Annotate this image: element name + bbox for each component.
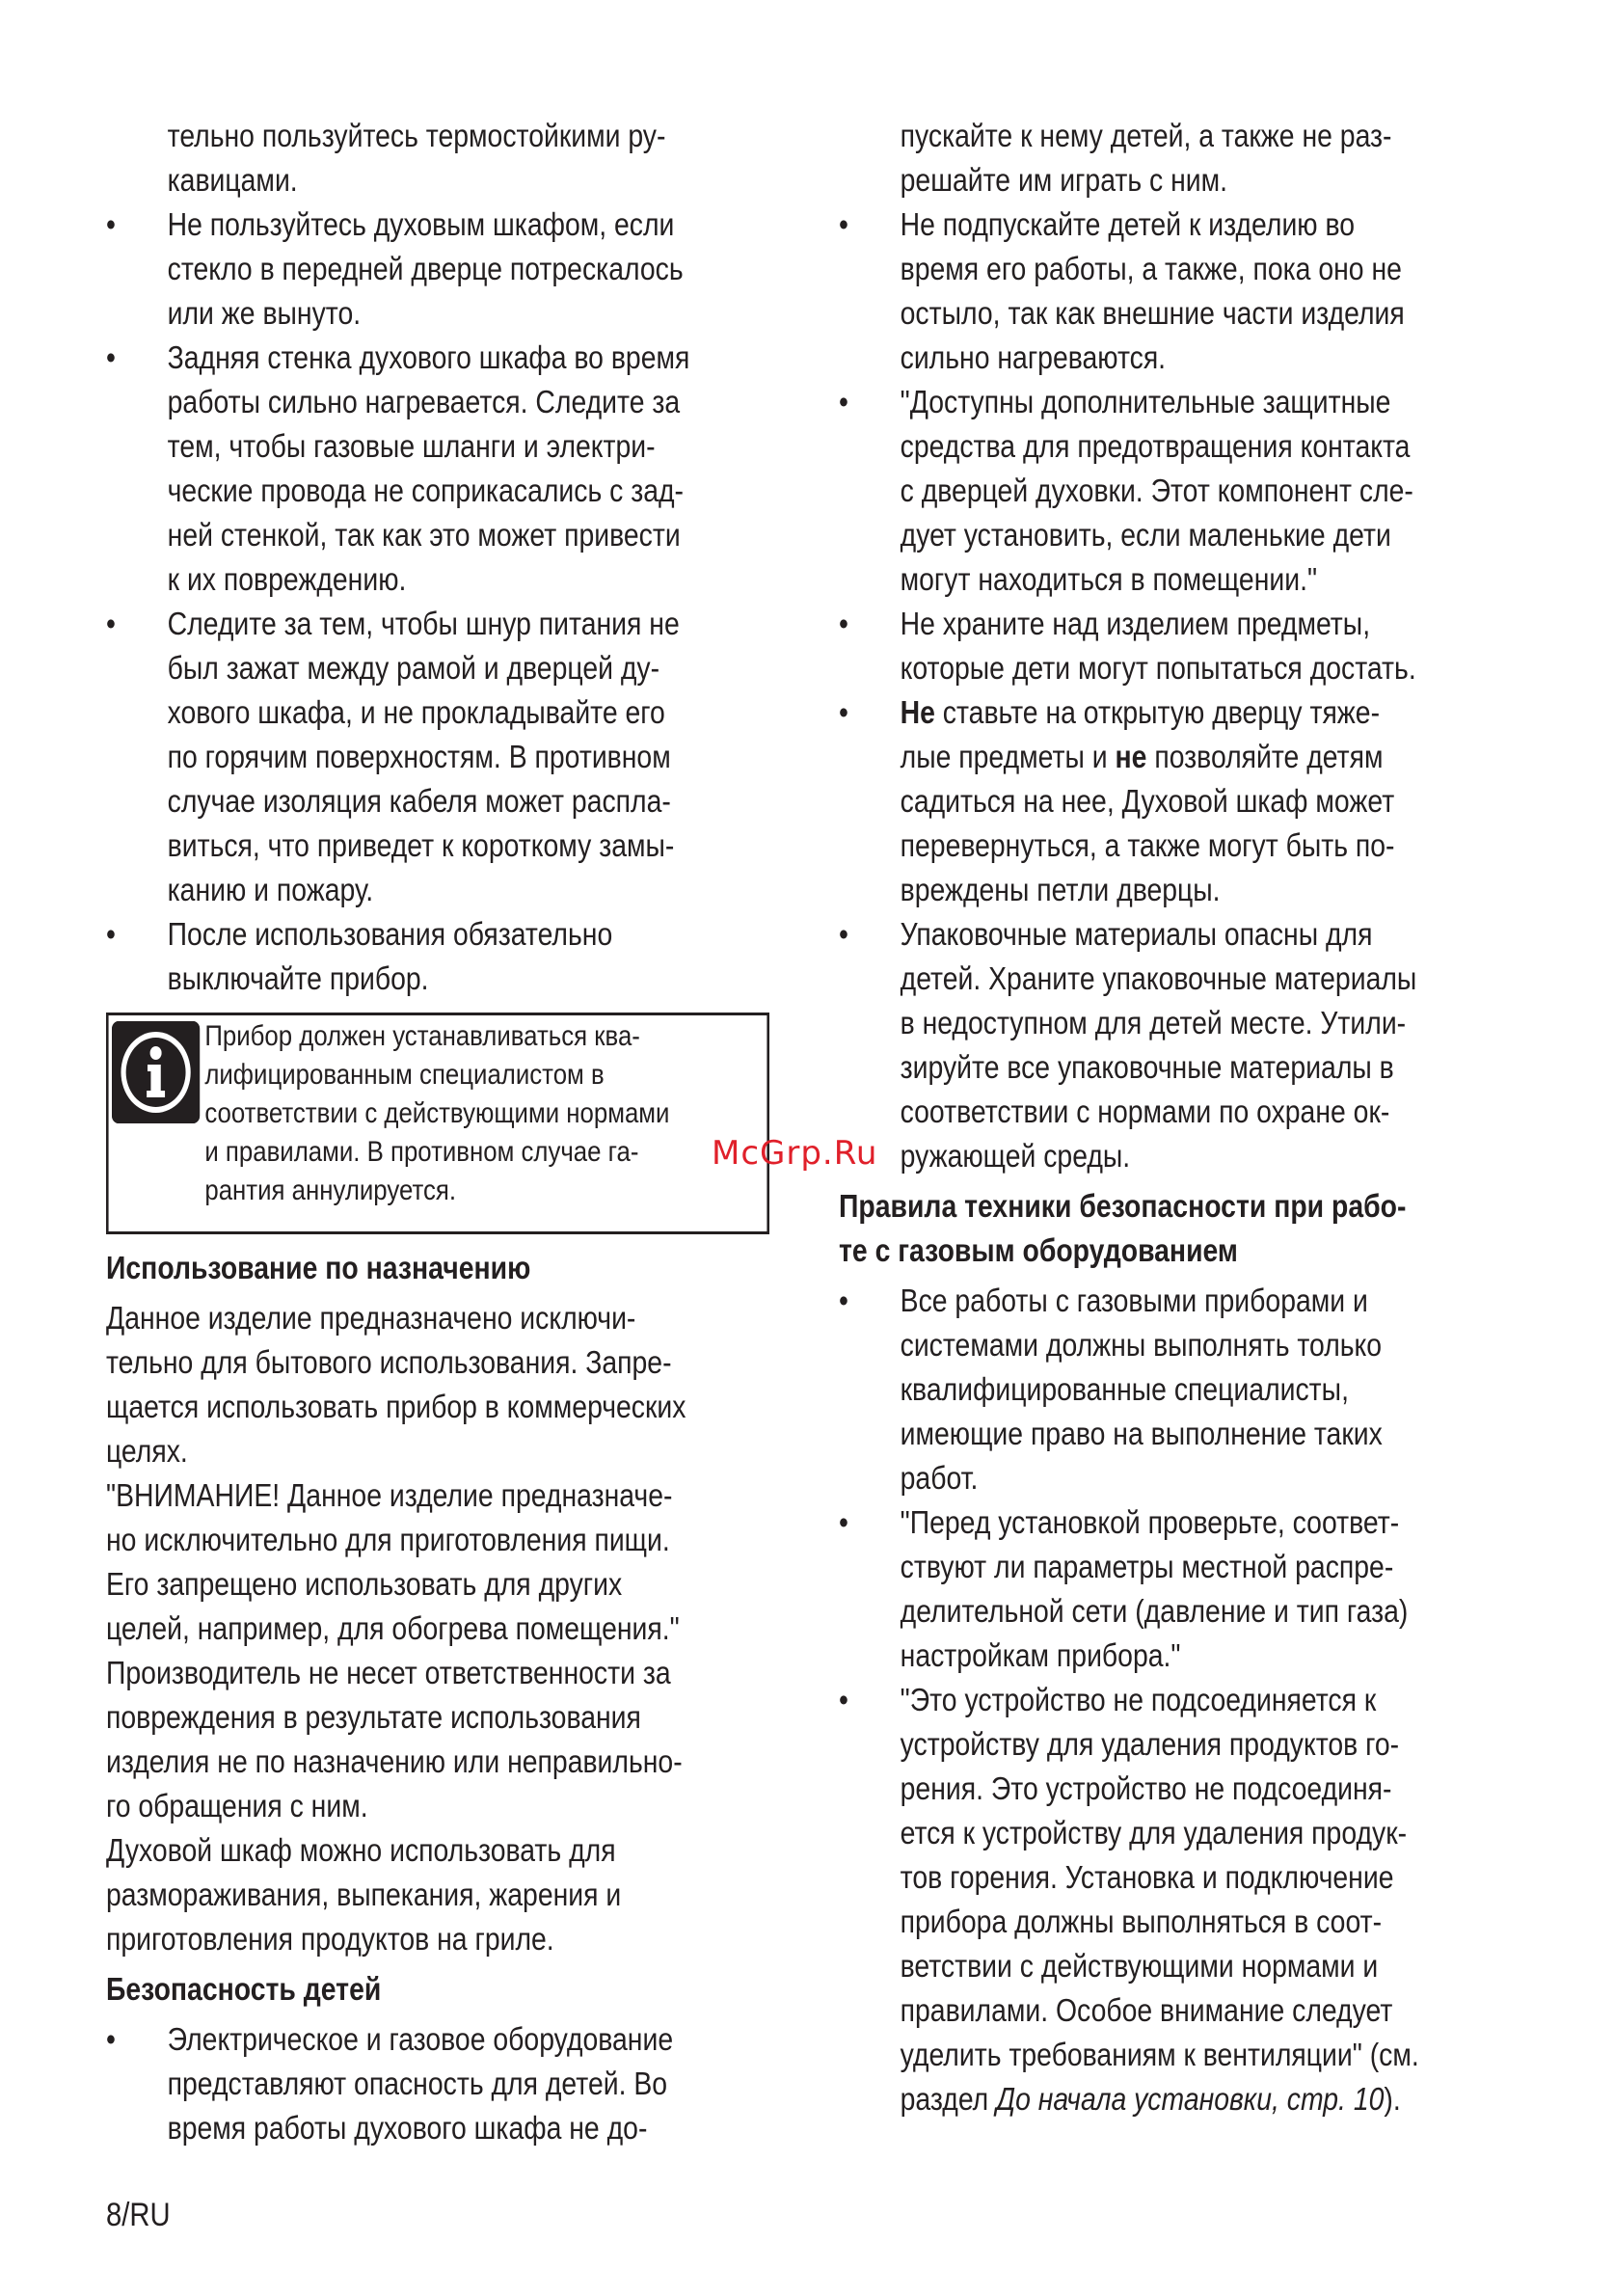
text-line: ческие провода не соприкасались с зад- [167,473,685,508]
paragraph [106,1651,784,1828]
text-line: ется к устройству для удаления продук- [900,1815,1408,1850]
text-line: представляют опасность для детей. Во [167,2066,668,2101]
text-line: время его работы, а также, пока оно не [900,251,1402,286]
text-line: целей, например, для обогрева помещения." [106,1610,680,1646]
text-line: го обращения с ним. [106,1788,368,1823]
text-line: случае изоляция кабеля может распла- [167,783,671,819]
text-line: ветствии с действующими нормами и [900,1948,1379,1984]
list-item [839,1678,1533,2121]
text-line: средства для предотвращения контакта [900,428,1411,464]
text-line: решайте им играть с ним. [900,162,1228,198]
continued-text [106,114,784,203]
text-line: по горячим поверхностям. В противном [167,739,671,774]
text-line: с дверцей духовки. Этот компонент сле- [900,473,1413,508]
text-line: Следите за тем, чтобы шнур питания не [167,606,680,641]
text-line: хового шкафа, и не прокладывайте его [167,694,665,730]
section-heading-gas-safety [839,1184,1533,1273]
section-heading-intended-use: Использование по назначению [106,1250,531,1285]
paragraph [106,1473,784,1651]
text-line: приготовления продуктов на гриле. [106,1921,554,1957]
text-line: работ. [900,1460,979,1496]
text-line: ней стенкой, так как это может привести [167,517,681,553]
bold-text: Не [900,694,935,730]
text-line: тов горения. Установка и подключение [900,1859,1394,1895]
text-line: те с газовым оборудованием [839,1232,1238,1268]
list-item [839,203,1533,380]
text-line: Электрическое и газовое оборудование [167,2021,674,2057]
text-line: изделия не по назначению или неправильно- [106,1743,683,1779]
text-line: к их повреждению. [167,561,407,597]
text-line: ствуют ли параметры местной распре- [900,1549,1394,1584]
text-line: остыло, так как внешние части изделия [900,295,1405,331]
bullet: • [839,694,848,730]
text-line: рантия аннулируется. [204,1175,457,1206]
list-item [106,2017,784,2150]
text-line: Не подпускайте детей к изделию во [900,206,1356,242]
text-line: Правила техники безопасности при рабо- [839,1188,1407,1224]
list-item [839,690,1533,912]
text-line: работы сильно нагревается. Следите за [167,384,681,419]
bullet: • [106,916,116,952]
list-item [106,602,784,912]
text-line: вреждены петли дверцы. [900,872,1221,907]
text-line: в недоступном для детей месте. Утили- [900,1005,1407,1040]
text-line [901,2077,1533,2121]
list-item [839,1279,1533,1500]
text-line: был зажат между рамой и дверцей ду- [167,650,660,686]
text-line: ружающей среды. [900,1138,1131,1174]
list-item [839,1500,1533,1678]
text-line: зируйте все упаковочные материалы в [900,1049,1394,1085]
text-line: "Перед установкой проверьте, соответ- [900,1504,1400,1540]
text-line: квалифицированные специалисты, [900,1371,1349,1407]
watermark: McGrp.Ru [712,1134,878,1173]
text-line: Прибор должен устанавливаться ква- [204,1020,640,1052]
text-line: устройству для удаления продуктов го- [900,1726,1400,1762]
list-item [839,602,1533,690]
bullet: • [106,606,116,641]
text-line: щается использовать прибор в коммерческих [106,1389,686,1424]
bullet: • [839,1283,848,1318]
text-line: тем, чтобы газовые шланги и электри- [167,428,656,464]
text-line: и правилами. В противном случае га- [204,1136,639,1168]
text-line: тельно пользуйтесь термостойкими ру- [167,118,666,153]
text-line: могут находиться в помещении." [900,561,1318,597]
list-item [106,203,784,336]
list-item [839,912,1533,1178]
text-line: Производитель не несет ответственности за [106,1655,671,1690]
text-line: которые дети могут попытаться достать. [900,650,1416,686]
text-line: делительной сети (давление и тип газа) [900,1593,1409,1629]
list-item [106,336,784,602]
text-line: размораживания, выпекания, жарения и [106,1877,622,1912]
text-line: соответствии с действующими нормами [204,1097,670,1129]
text-line: канию и пожару. [167,872,374,907]
bullet: • [839,606,848,641]
text-line: тельно для бытового использования. Запре- [106,1344,672,1380]
text-line: кавицами. [167,162,298,198]
text-line: выключайте прибор. [167,960,429,996]
text-line: но исключительно для приготовления пищи. [106,1522,670,1557]
text-line: "Это устройство не подсоединяется к [900,1682,1377,1717]
section-heading-child-safety: Безопасность детей [106,1971,382,2007]
text-line: имеющие право на выполнение таких [900,1416,1383,1451]
right-column [839,114,1533,2121]
info-notice-box [106,1013,769,1234]
page-number: 8/RU [106,2197,171,2233]
text-line: Духовой шкаф можно использовать для [106,1832,616,1868]
text-line: Данное изделие предназначено исключи- [106,1300,636,1336]
text-line: Его запрещено использовать для других [106,1566,623,1602]
text-line: После использования обязательно [167,916,613,952]
text-line: рения. Это устройство не подсоединя- [900,1770,1392,1806]
text-line: садиться на нее, Духовой шкаф может [900,783,1395,819]
text-line: целях. [106,1433,188,1469]
list-item [106,912,784,1001]
text-line: правилами. Особое внимание следует [900,1992,1393,2028]
text-line: время работы духового шкафа не до- [167,2110,648,2146]
text-line: детей. Храните упаковочные материалы [900,960,1417,996]
info-icon-graphic [112,1021,200,1123]
text-line: "ВНИМАНИЕ! Данное изделие предназначе- [106,1477,673,1513]
bullet: • [106,206,116,242]
bullet: • [839,384,848,419]
text-span: позволяйте детям [1146,739,1384,774]
bullet: • [106,2021,116,2057]
text-line: стекло в передней дверце потрескалось [167,251,684,286]
continued-text [839,114,1533,203]
text-line: "Доступны дополнительные защитные [900,384,1391,419]
text-line: виться, что приведет к короткому замы- [167,827,675,863]
text-line: соответствии с нормами по охране ок- [900,1094,1390,1129]
text-span: ставьте на открытую дверцу тяже- [934,694,1381,730]
text-span: лые предметы и [900,739,1116,774]
bullet: • [839,206,848,242]
text-line: лифицированным специалистом в [204,1059,605,1091]
text-line: повреждения в результате использования [106,1699,641,1735]
text-line: Не храните над изделием предметы, [900,606,1371,641]
text-line: сильно нагреваются. [900,339,1167,375]
text-line [901,735,1533,779]
left-column [106,114,784,2150]
text-line [901,690,1533,735]
bullet: • [839,1682,848,1717]
bullet: • [106,339,116,375]
bullet: • [839,916,848,952]
text-line: уделить требованиям к вентиляции" (см. [900,2037,1419,2072]
text-line: Не пользуйтесь духовым шкафом, если [167,206,675,242]
text-line: дует установить, если маленькие дети [900,517,1391,553]
text-line: Задняя стенка духового шкафа во время [167,339,690,375]
text-line: Все работы с газовыми приборами и [900,1283,1368,1318]
text-span: ). [1384,2081,1401,2117]
text-line: или же вынуто. [167,295,362,331]
text-line: пускайте к нему детей, а также не раз- [900,118,1392,153]
info-icon [112,1021,200,1123]
text-line: перевернуться, а также могут быть по- [900,827,1395,863]
bold-text: не [1115,739,1147,774]
text-line: системами должны выполнять только [900,1327,1383,1363]
paragraph [106,1296,784,1473]
text-line: прибора должны выполняться в соот- [900,1904,1383,1939]
info-notice-text [204,1017,762,1210]
list-item [839,380,1533,602]
text-line: Упаковочные материалы опасны для [900,916,1373,952]
text-line: настройкам прибора." [900,1637,1181,1673]
text-span: раздел [900,2081,997,2117]
bullet: • [839,1504,848,1540]
cross-reference-link[interactable]: До начала установки, стр. 10 [996,2081,1385,2117]
paragraph [106,1828,784,1961]
